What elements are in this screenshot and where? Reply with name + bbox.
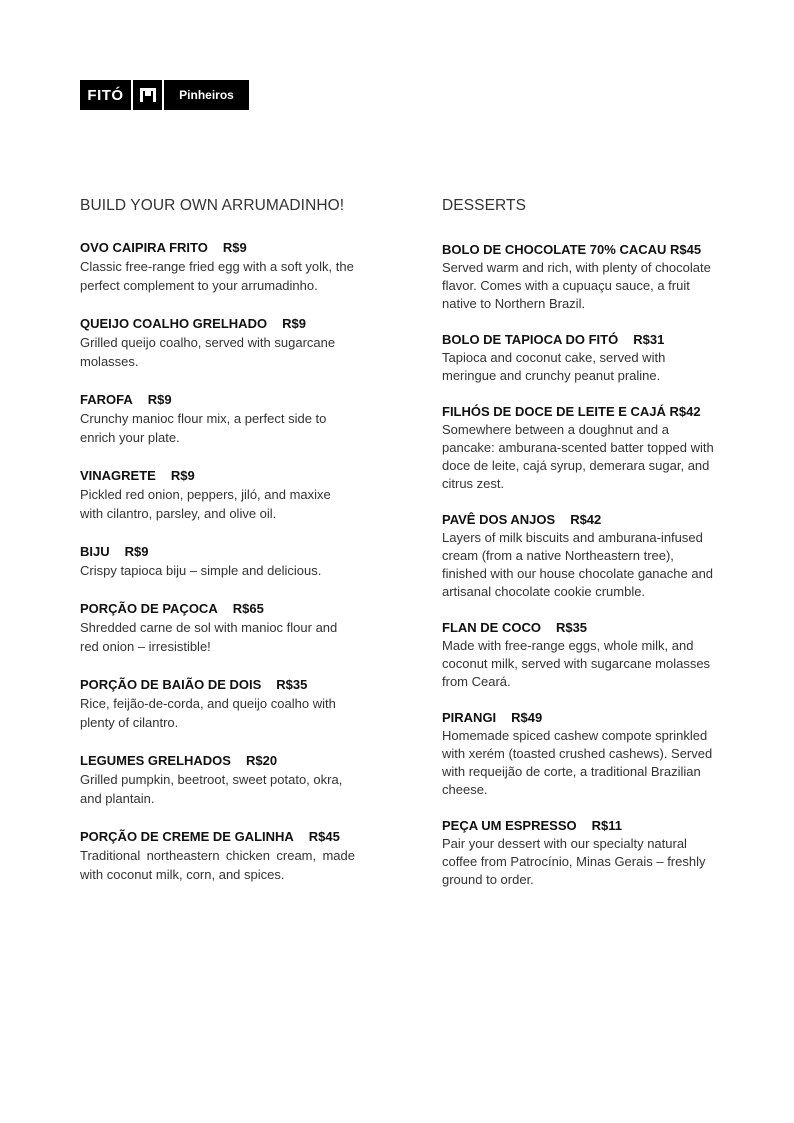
menu-item-name: VINAGRETE — [80, 468, 156, 483]
menu-item-name: QUEIJO COALHO GRELHADO — [80, 316, 268, 331]
menu-item — [80, 542, 355, 580]
menu-item — [80, 599, 355, 656]
menu-item-name: BOLO DE TAPIOCA DO FITÓ — [442, 332, 619, 347]
menu-item-price: R$9 — [282, 316, 306, 331]
menu-item-price: R$45 — [670, 242, 702, 257]
menu-item-description: Served warm and rich, with plenty of chocolate flavor. Comes with a cupuaçu sauce, a fruit native to Northern Brazil. — [442, 260, 711, 311]
menu-item-description: Made with free-range eggs, whole milk, and coconut milk, served with sugarcane molasses from Ceará. — [442, 638, 711, 689]
section-title-arrumadinho: BUILD YOUR OWN ARRUMADINHO! — [80, 197, 345, 214]
menu-item — [80, 314, 355, 371]
menu-item-header — [442, 330, 714, 349]
menu-item-price: R$9 — [124, 544, 149, 559]
menu-item-header — [442, 618, 714, 637]
menu-item-price: R$9 — [147, 392, 172, 407]
menu-item-header — [80, 466, 355, 485]
menu-item-name: OVO CAIPIRA FRITO — [80, 240, 208, 255]
menu-item — [80, 238, 355, 295]
menu-item-description: Traditional northeastern chicken cream, made with coconut milk, corn, and spices. — [80, 848, 355, 882]
menu-item-header — [442, 240, 714, 259]
menu-item-header — [80, 238, 355, 257]
menu-item-price: R$9 — [170, 468, 195, 483]
menu-item-name: BOLO DE CHOCOLATE 70% CACAU — [442, 242, 667, 257]
menu-item-header — [442, 816, 714, 835]
menu-item-description: Crispy tapioca biju – simple and delicious. — [80, 563, 322, 578]
menu-item-description: Pair your dessert with our specialty natural coffee from Patrocínio, Minas Gerais – freshly ground to order. — [442, 836, 706, 887]
menu-item-price: R$49 — [511, 710, 543, 725]
menu-item-description: Homemade spiced cashew compote sprinkled with xerém (toasted crushed cashews). Served with requeijão de corte, a traditional Brazilian cheese. — [442, 728, 713, 797]
menu-item-header — [442, 708, 714, 727]
menu-item-name: PEÇA UM ESPRESSO — [442, 818, 577, 833]
menu-item — [442, 402, 714, 493]
menu-item-header — [80, 390, 355, 409]
menu-item-name: PORÇÃO DE CREME DE GALINHA — [80, 829, 294, 844]
menu-item-description: Grilled queijo coalho, served with sugarcane molasses. — [80, 335, 336, 369]
menu-item-price: R$42 — [669, 404, 701, 419]
menu-item — [80, 466, 355, 523]
menu-item — [80, 827, 355, 884]
menu-item-header — [80, 675, 355, 694]
menu-item-name: PORÇÃO DE PAÇOCA — [80, 601, 218, 616]
menu-item-name: BIJU — [80, 544, 110, 559]
menu-item-description: Crunchy manioc flour mix, a perfect side to enrich your plate. — [80, 411, 327, 445]
menu-item-name: PIRANGI — [442, 710, 497, 725]
menu-item — [442, 708, 714, 799]
menu-item-description: Shredded carne de sol with manioc flour and red onion – irresistible! — [80, 620, 338, 654]
menu-item-description: Classic free-range fried egg with a soft yolk, the perfect complement to your arrumadinho. — [80, 259, 354, 293]
right-menu-column — [442, 196, 714, 906]
menu-item — [442, 816, 714, 889]
menu-item-price: R$42 — [570, 512, 602, 527]
menu-item-header — [80, 542, 355, 561]
menu-item — [442, 240, 714, 313]
menu-item — [80, 675, 355, 732]
section-title-desserts: DESSERTS — [442, 197, 527, 214]
menu-item-price: R$65 — [232, 601, 264, 616]
menu-item-name: FILHÓS DE DOCE DE LEITE E CAJÁ — [442, 404, 666, 419]
menu-item-price: R$31 — [633, 332, 665, 347]
menu-item — [442, 510, 714, 601]
menu-item-header — [80, 314, 355, 333]
menu-item-price: R$9 — [222, 240, 247, 255]
menu-item-price: R$20 — [245, 753, 278, 768]
menu-item-name: FLAN DE COCO — [442, 620, 541, 635]
restaurant-logo — [80, 80, 249, 110]
logo-location-text: Pinheiros — [179, 88, 234, 102]
menu-item-description: Grilled pumpkin, beetroot, sweet potato, okra, and plantain. — [80, 772, 343, 806]
menu-item-header — [80, 751, 355, 770]
menu-item-description: Layers of milk biscuits and amburana-infused cream (from a native Northeastern tree), finished with our house chocolate ganache and artisanal chocolate cookie crumble. — [442, 530, 714, 599]
menu-item-price: R$35 — [555, 620, 588, 635]
menu-item-price: R$11 — [591, 818, 622, 833]
menu-item-name: PORÇÃO DE BAIÃO DE DOIS — [80, 677, 262, 692]
menu-item — [442, 330, 714, 385]
menu-item-header — [80, 827, 355, 846]
menu-item-description: Rice, feijão-de-corda, and queijo coalho with plenty of cilantro. — [80, 696, 336, 730]
menu-item-header — [80, 599, 355, 618]
menu-item-name: LEGUMES GRELHADOS — [80, 753, 231, 768]
menu-item-header — [442, 510, 714, 529]
menu-item-header — [442, 402, 714, 421]
menu-item-description: Tapioca and coconut cake, served with meringue and crunchy peanut praline. — [442, 350, 666, 383]
menu-item-name: PAVÊ DOS ANJOS — [442, 512, 556, 527]
menu-item — [442, 618, 714, 691]
door-icon — [133, 80, 164, 110]
menu-item-description: Somewhere between a doughnut and a pancake: amburana-scented batter topped with doce de leite, cajá syrup, demerara sugar, and citrus zest. — [442, 422, 714, 491]
logo-brand-text: FITÓ — [80, 80, 133, 110]
menu-item-price: R$35 — [276, 677, 308, 692]
menu-item-price: R$45 — [308, 829, 340, 844]
left-menu-column — [80, 196, 355, 903]
menu-item — [80, 390, 355, 447]
menu-item-name: FAROFA — [80, 392, 133, 407]
menu-item-description: Pickled red onion, peppers, jiló, and maxixe with cilantro, parsley, and olive oil. — [80, 487, 331, 521]
menu-item — [80, 751, 355, 808]
